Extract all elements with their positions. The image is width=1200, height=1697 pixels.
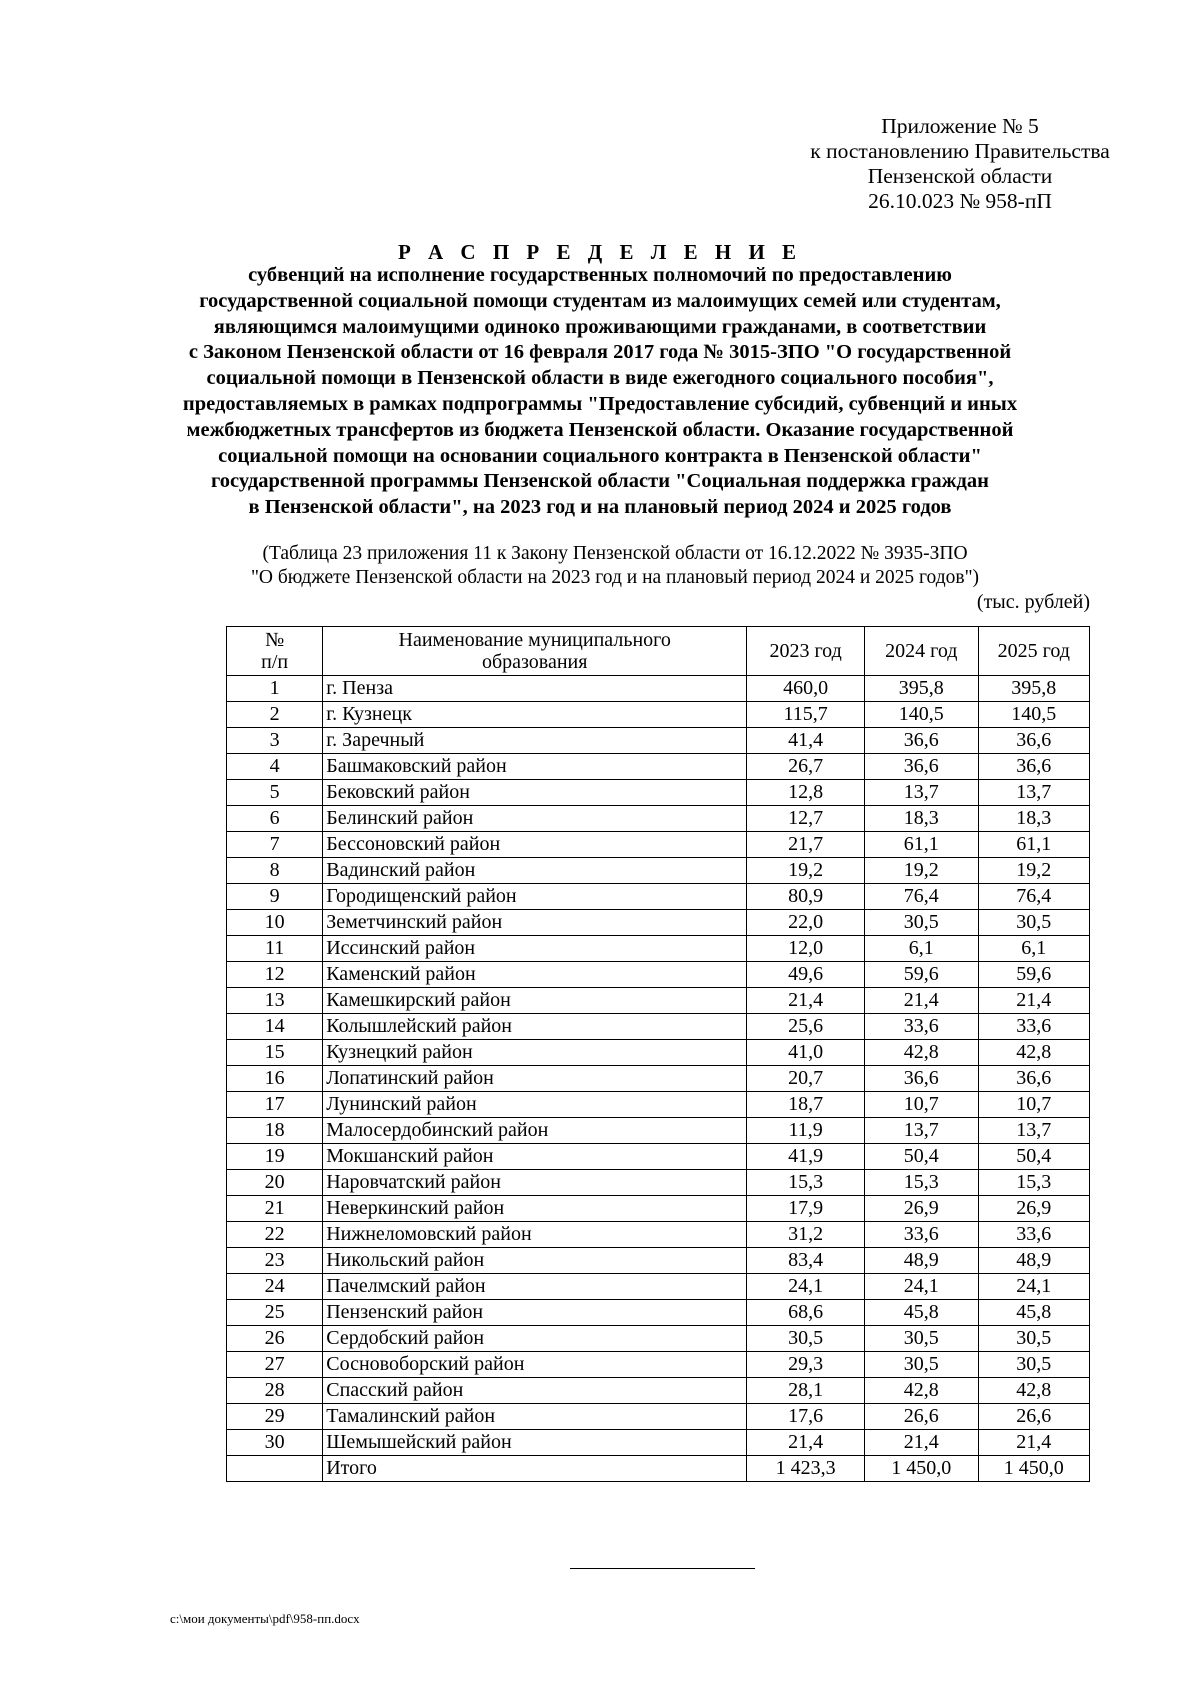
cell-number: 1 bbox=[227, 676, 323, 702]
table-row bbox=[227, 702, 1090, 728]
cell-number: 6 bbox=[227, 806, 323, 832]
cell-2025: 45,8 bbox=[978, 1300, 1089, 1326]
cell-2025: 6,1 bbox=[978, 936, 1089, 962]
table-row bbox=[227, 1248, 1090, 1274]
cell-2024: 24,1 bbox=[865, 1274, 979, 1300]
cell-municipality: Лунинский район bbox=[323, 1092, 747, 1118]
cell-municipality: Бессоновский район bbox=[323, 832, 747, 858]
cell-municipality: Иссинский район bbox=[323, 936, 747, 962]
cell-2023: 28,1 bbox=[747, 1378, 865, 1404]
cell-municipality: Мокшанский район bbox=[323, 1144, 747, 1170]
appendix-region: Пензенской области bbox=[867, 164, 1053, 188]
table-row bbox=[227, 1352, 1090, 1378]
cell-2023: 17,9 bbox=[747, 1196, 865, 1222]
cell-2023: 49,6 bbox=[747, 962, 865, 988]
table-row bbox=[227, 858, 1090, 884]
cell-2025: 42,8 bbox=[978, 1378, 1089, 1404]
cell-2024: 36,6 bbox=[865, 728, 979, 754]
end-divider bbox=[570, 1568, 755, 1569]
cell-2023: 41,9 bbox=[747, 1144, 865, 1170]
cell-2023: 12,7 bbox=[747, 806, 865, 832]
cell-number: 29 bbox=[227, 1404, 323, 1430]
cell-municipality: Наровчатский район bbox=[323, 1170, 747, 1196]
cell-municipality: Шемышейский район bbox=[323, 1430, 747, 1456]
cell-2023: 24,1 bbox=[747, 1274, 865, 1300]
cell-2025: 30,5 bbox=[978, 910, 1089, 936]
cell-2025: 26,6 bbox=[978, 1404, 1089, 1430]
cell-number: 18 bbox=[227, 1118, 323, 1144]
cell-number: 8 bbox=[227, 858, 323, 884]
cell-2023: 460,0 bbox=[747, 676, 865, 702]
table-row bbox=[227, 1274, 1090, 1300]
cell-2025: 36,6 bbox=[978, 754, 1089, 780]
cell-2023: 68,6 bbox=[747, 1300, 865, 1326]
subtitle-line: с Законом Пензенской области от 16 февраля 2017 года № 3015-ЗПО "О государственной bbox=[188, 341, 1012, 364]
table-row bbox=[227, 936, 1090, 962]
table-row bbox=[227, 1144, 1090, 1170]
cell-municipality: Вадинский район bbox=[323, 858, 747, 884]
cell-2025: 33,6 bbox=[978, 1222, 1089, 1248]
cell-2025: 395,8 bbox=[978, 676, 1089, 702]
cell-municipality: Бековский район bbox=[323, 780, 747, 806]
table-row bbox=[227, 780, 1090, 806]
table-row bbox=[227, 884, 1090, 910]
cell-2025: 76,4 bbox=[978, 884, 1089, 910]
cell-number: 22 bbox=[227, 1222, 323, 1248]
header-municipality: Наименование муниципального образования bbox=[323, 627, 747, 676]
appendix-date-number: 26.10.023 № 958-пП bbox=[868, 189, 1052, 213]
cell-2023: 21,7 bbox=[747, 832, 865, 858]
table-total-row bbox=[227, 1456, 1090, 1482]
cell-2024: 61,1 bbox=[865, 832, 979, 858]
cell-2025: 21,4 bbox=[978, 988, 1089, 1014]
document-subtitle bbox=[150, 263, 1050, 521]
cell-2025: 30,5 bbox=[978, 1352, 1089, 1378]
subtitle-line: государственной социальной помощи студентам из малоимущих семей или студентам, bbox=[199, 289, 1001, 312]
cell-number: 15 bbox=[227, 1040, 323, 1066]
appendix-reference bbox=[790, 114, 1130, 214]
cell-municipality: Колышлейский район bbox=[323, 1014, 747, 1040]
cell-2023: 11,9 bbox=[747, 1118, 865, 1144]
source-note-line: "О бюджете Пензенской области на 2023 год и на плановый период 2024 и 2025 годов") bbox=[250, 567, 980, 588]
cell-municipality: Лопатинский район bbox=[323, 1066, 747, 1092]
cell-2024: 18,3 bbox=[865, 806, 979, 832]
subtitle-line: в Пензенской области", на 2023 год и на плановый период 2024 и 2025 годов bbox=[248, 496, 952, 519]
cell-2023: 80,9 bbox=[747, 884, 865, 910]
cell-2024: 76,4 bbox=[865, 884, 979, 910]
header-year-2024: 2024 год bbox=[865, 627, 979, 676]
cell-number: 19 bbox=[227, 1144, 323, 1170]
distribution-table bbox=[226, 626, 1090, 1482]
cell-municipality: Неверкинский район bbox=[323, 1196, 747, 1222]
cell-2024: 33,6 bbox=[865, 1014, 979, 1040]
cell-number: 16 bbox=[227, 1066, 323, 1092]
cell-municipality: г. Пенза bbox=[323, 676, 747, 702]
cell-2023: 41,4 bbox=[747, 728, 865, 754]
cell-2024: 26,6 bbox=[865, 1404, 979, 1430]
table-row bbox=[227, 1300, 1090, 1326]
cell-municipality: г. Кузнецк bbox=[323, 702, 747, 728]
cell-number: 13 bbox=[227, 988, 323, 1014]
cell-municipality: Белинский район bbox=[323, 806, 747, 832]
cell-municipality: Сердобский район bbox=[323, 1326, 747, 1352]
cell-2023: 25,6 bbox=[747, 1014, 865, 1040]
cell-2023: 15,3 bbox=[747, 1170, 865, 1196]
cell-number: 20 bbox=[227, 1170, 323, 1196]
table-header-row bbox=[227, 627, 1090, 676]
cell-2023: 31,2 bbox=[747, 1222, 865, 1248]
header-year-2023: 2023 год bbox=[747, 627, 865, 676]
cell-2024: 30,5 bbox=[865, 1352, 979, 1378]
table-row bbox=[227, 728, 1090, 754]
source-note-line: (Таблица 23 приложения 11 к Закону Пензенской области от 16.12.2022 № 3935-ЗПО bbox=[262, 543, 968, 564]
cell-2023: 29,3 bbox=[747, 1352, 865, 1378]
cell-municipality: Земетчинский район bbox=[323, 910, 747, 936]
cell-2025: 59,6 bbox=[978, 962, 1089, 988]
cell-2025: 18,3 bbox=[978, 806, 1089, 832]
table-row bbox=[227, 1066, 1090, 1092]
table-row bbox=[227, 910, 1090, 936]
cell-number: 10 bbox=[227, 910, 323, 936]
subtitle-line: субвенций на исполнение государственных полномочий по предоставлению bbox=[248, 264, 952, 286]
cell-number: 24 bbox=[227, 1274, 323, 1300]
cell-2025: 48,9 bbox=[978, 1248, 1089, 1274]
cell-number: 23 bbox=[227, 1248, 323, 1274]
cell-2024: 42,8 bbox=[865, 1040, 979, 1066]
cell-municipality: Камешкирский район bbox=[323, 988, 747, 1014]
cell-number: 5 bbox=[227, 780, 323, 806]
document-title: Р А С П Р Е Д Е Л Е Н И Е bbox=[397, 240, 803, 264]
cell-municipality: Городищенский район bbox=[323, 884, 747, 910]
table-row bbox=[227, 806, 1090, 832]
table-row bbox=[227, 1326, 1090, 1352]
cell-2024: 50,4 bbox=[865, 1144, 979, 1170]
header-number: № п/п bbox=[227, 627, 323, 676]
cell-municipality: Тамалинский район bbox=[323, 1404, 747, 1430]
cell-2025: 13,7 bbox=[978, 780, 1089, 806]
cell-2024: 59,6 bbox=[865, 962, 979, 988]
source-note bbox=[190, 542, 1040, 590]
cell-2023: 20,7 bbox=[747, 1066, 865, 1092]
subtitle-line: межбюджетных трансфертов из бюджета Пензенской области. Оказание государственной bbox=[186, 418, 1014, 441]
cell-number: 12 bbox=[227, 962, 323, 988]
cell-number: 26 bbox=[227, 1326, 323, 1352]
table-row bbox=[227, 1118, 1090, 1144]
cell-2024: 6,1 bbox=[865, 936, 979, 962]
cell-number: 27 bbox=[227, 1352, 323, 1378]
cell-number: 7 bbox=[227, 832, 323, 858]
cell-2023: 41,0 bbox=[747, 1040, 865, 1066]
cell-2025: 36,6 bbox=[978, 728, 1089, 754]
cell-2025: 140,5 bbox=[978, 702, 1089, 728]
subtitle-line: предоставляемых в рамках подпрограммы "Предоставление субсидий, субвенций и иных bbox=[182, 392, 1018, 415]
cell-2024: 13,7 bbox=[865, 780, 979, 806]
appendix-number: Приложение № 5 bbox=[881, 114, 1039, 138]
cell-municipality: Пачелмский район bbox=[323, 1274, 747, 1300]
cell-2024: 26,9 bbox=[865, 1196, 979, 1222]
units-label: (тыс. рублей) bbox=[976, 591, 1090, 613]
cell-2025: 19,2 bbox=[978, 858, 1089, 884]
cell-2024: 1 450,0 bbox=[865, 1456, 979, 1482]
cell-2023: 30,5 bbox=[747, 1326, 865, 1352]
table-body bbox=[227, 676, 1090, 1482]
cell-2024: 36,6 bbox=[865, 1066, 979, 1092]
table-row bbox=[227, 676, 1090, 702]
cell-2023: 12,0 bbox=[747, 936, 865, 962]
cell-2024: 15,3 bbox=[865, 1170, 979, 1196]
cell-number: 28 bbox=[227, 1378, 323, 1404]
table-row bbox=[227, 754, 1090, 780]
cell-2023: 12,8 bbox=[747, 780, 865, 806]
table-row bbox=[227, 1014, 1090, 1040]
cell-2024: 36,6 bbox=[865, 754, 979, 780]
cell-2025: 26,9 bbox=[978, 1196, 1089, 1222]
subtitle-line: являющимся малоимущими одиноко проживающими гражданами, в соответствии bbox=[213, 315, 987, 338]
cell-number: 30 bbox=[227, 1430, 323, 1456]
cell-2023: 115,7 bbox=[747, 702, 865, 728]
cell-2025: 42,8 bbox=[978, 1040, 1089, 1066]
cell-municipality: Никольский район bbox=[323, 1248, 747, 1274]
cell-number: 2 bbox=[227, 702, 323, 728]
table-row bbox=[227, 1170, 1090, 1196]
cell-2024: 140,5 bbox=[865, 702, 979, 728]
subtitle-line: социальной помощи в Пензенской области в виде ежегодного социального пособия", bbox=[206, 367, 994, 390]
cell-2024: 30,5 bbox=[865, 1326, 979, 1352]
cell-municipality: Спасский район bbox=[323, 1378, 747, 1404]
cell-municipality: Сосновоборский район bbox=[323, 1352, 747, 1378]
cell-number: 4 bbox=[227, 754, 323, 780]
cell-number: 21 bbox=[227, 1196, 323, 1222]
cell-municipality: Итого bbox=[323, 1456, 747, 1482]
appendix-decree: к постановлению Правительства bbox=[810, 139, 1110, 163]
cell-number: 14 bbox=[227, 1014, 323, 1040]
cell-2023: 26,7 bbox=[747, 754, 865, 780]
cell-2023: 18,7 bbox=[747, 1092, 865, 1118]
cell-2024: 21,4 bbox=[865, 988, 979, 1014]
cell-2024: 10,7 bbox=[865, 1092, 979, 1118]
subtitle-line: государственной программы Пензенской области "Социальная поддержка граждан bbox=[211, 470, 989, 493]
cell-2024: 42,8 bbox=[865, 1378, 979, 1404]
cell-municipality: Кузнецкий район bbox=[323, 1040, 747, 1066]
cell-2025: 61,1 bbox=[978, 832, 1089, 858]
cell-2025: 24,1 bbox=[978, 1274, 1089, 1300]
cell-2024: 21,4 bbox=[865, 1430, 979, 1456]
cell-2024: 19,2 bbox=[865, 858, 979, 884]
cell-2023: 83,4 bbox=[747, 1248, 865, 1274]
cell-2025: 1 450,0 bbox=[978, 1456, 1089, 1482]
table-row bbox=[227, 1092, 1090, 1118]
cell-2025: 30,5 bbox=[978, 1326, 1089, 1352]
cell-2025: 15,3 bbox=[978, 1170, 1089, 1196]
table-row bbox=[227, 1196, 1090, 1222]
cell-municipality: Нижнеломовский район bbox=[323, 1222, 747, 1248]
table-row bbox=[227, 1404, 1090, 1430]
cell-2023: 22,0 bbox=[747, 910, 865, 936]
cell-2025: 36,6 bbox=[978, 1066, 1089, 1092]
table-row bbox=[227, 1430, 1090, 1456]
header-year-2025: 2025 год bbox=[978, 627, 1089, 676]
cell-2024: 13,7 bbox=[865, 1118, 979, 1144]
cell-municipality: Малосердобинский район bbox=[323, 1118, 747, 1144]
cell-municipality: Пензенский район bbox=[323, 1300, 747, 1326]
table-row bbox=[227, 1378, 1090, 1404]
cell-2025: 33,6 bbox=[978, 1014, 1089, 1040]
cell-2025: 10,7 bbox=[978, 1092, 1089, 1118]
cell-2024: 30,5 bbox=[865, 910, 979, 936]
cell-municipality: г. Заречный bbox=[323, 728, 747, 754]
cell-2024: 33,6 bbox=[865, 1222, 979, 1248]
cell-2024: 395,8 bbox=[865, 676, 979, 702]
cell-number: 17 bbox=[227, 1092, 323, 1118]
cell-2024: 48,9 bbox=[865, 1248, 979, 1274]
table-row bbox=[227, 988, 1090, 1014]
cell-2023: 17,6 bbox=[747, 1404, 865, 1430]
cell-municipality: Башмаковский район bbox=[323, 754, 747, 780]
table-row bbox=[227, 832, 1090, 858]
cell-2025: 13,7 bbox=[978, 1118, 1089, 1144]
cell-2023: 19,2 bbox=[747, 858, 865, 884]
cell-2023: 21,4 bbox=[747, 988, 865, 1014]
cell-number bbox=[227, 1456, 323, 1482]
file-path-footer: c:\мои документы\pdf\958-пп.docx bbox=[170, 1611, 360, 1626]
cell-number: 25 bbox=[227, 1300, 323, 1326]
cell-2024: 45,8 bbox=[865, 1300, 979, 1326]
subtitle-line: социальной помощи на основании социального контракта в Пензенской области" bbox=[218, 444, 982, 467]
cell-2025: 21,4 bbox=[978, 1430, 1089, 1456]
cell-number: 9 bbox=[227, 884, 323, 910]
table-row bbox=[227, 1040, 1090, 1066]
table-row bbox=[227, 962, 1090, 988]
cell-2023: 21,4 bbox=[747, 1430, 865, 1456]
cell-2025: 50,4 bbox=[978, 1144, 1089, 1170]
cell-2023: 1 423,3 bbox=[747, 1456, 865, 1482]
cell-number: 11 bbox=[227, 936, 323, 962]
cell-number: 3 bbox=[227, 728, 323, 754]
table-row bbox=[227, 1222, 1090, 1248]
cell-municipality: Каменский район bbox=[323, 962, 747, 988]
